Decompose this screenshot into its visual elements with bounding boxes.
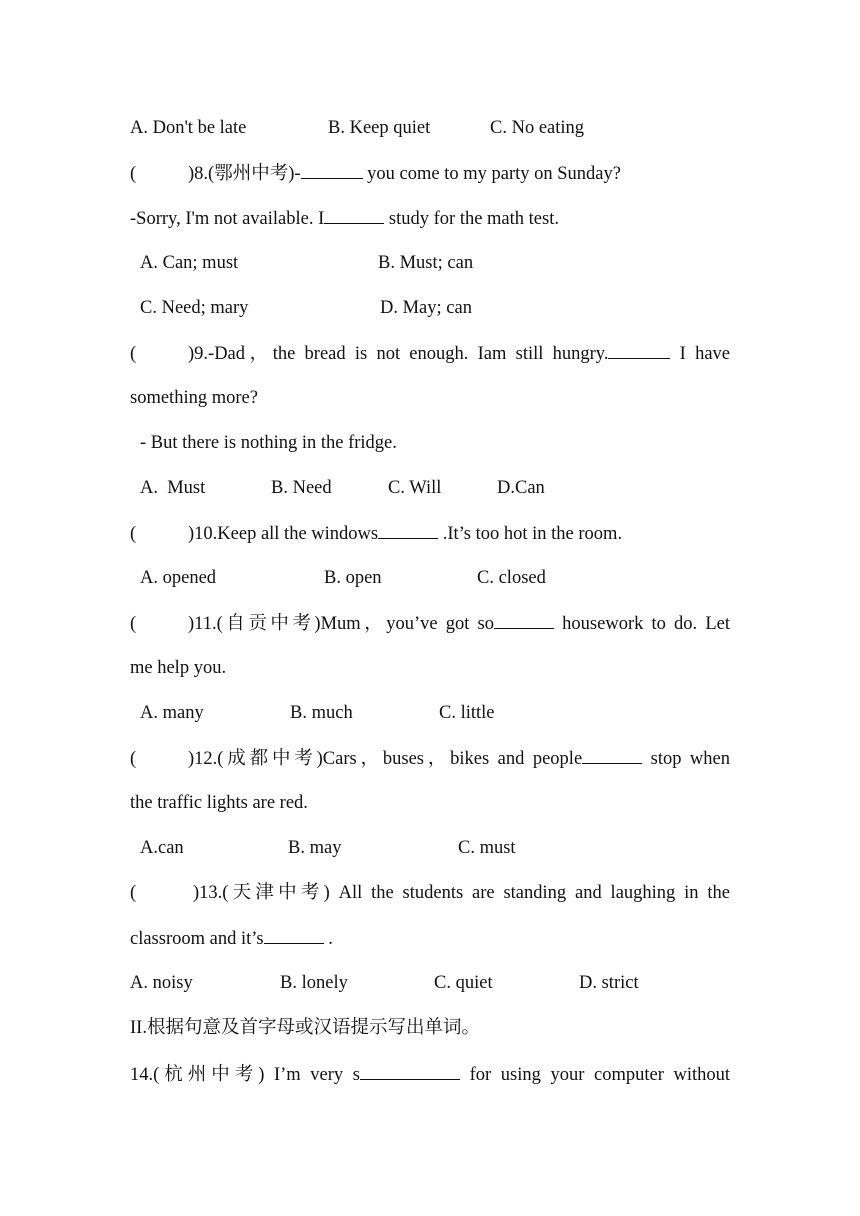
q14-stem: 14.(杭州中考) I’m very s for using your computer without xyxy=(130,1062,730,1087)
q11-stem: ( )11.(自贡中考)Mum，you’ve got so housework to do. Let xyxy=(130,611,730,636)
q9-stem: ( )9.-Dad，the bread is not enough. Iam still hungry. I have xyxy=(130,341,730,366)
q13-stem-cont: classroom and it’s . xyxy=(130,926,333,951)
q13-option-b: B. lonely xyxy=(280,973,348,993)
q9-option-b: B. Need xyxy=(271,478,332,498)
q8-option-d: D. May; can xyxy=(380,298,472,318)
q7-option-a: A. Don't be late xyxy=(130,118,247,138)
q12-option-c: C. must xyxy=(458,838,516,858)
q9-reply: - But there is nothing in the fridge. xyxy=(140,433,397,453)
q8-option-a: A. Can; must xyxy=(140,253,239,273)
q9-option-c: C. Will xyxy=(388,478,442,498)
q12-stem: ( )12.(成都中考)Cars，buses，bikes and people stop when xyxy=(130,746,730,771)
answer-blank[interactable] xyxy=(608,341,670,359)
answer-blank[interactable] xyxy=(264,926,324,944)
answer-paren: ( xyxy=(130,164,137,184)
q9-option-d: D.Can xyxy=(497,478,545,498)
answer-blank[interactable] xyxy=(582,746,642,764)
answer-blank[interactable] xyxy=(494,611,554,629)
q13-stem: ( )13.(天津中考) All the students are standing and laughing in the xyxy=(130,883,730,903)
q11-option-b: B. much xyxy=(290,703,353,723)
q10-option-b: B. open xyxy=(324,568,382,588)
q11-option-c: C. little xyxy=(439,703,495,723)
q13-option-a: A. noisy xyxy=(130,973,193,993)
q10-option-a: A. opened xyxy=(140,568,217,588)
q11-option-a: A. many xyxy=(140,703,204,723)
answer-blank[interactable] xyxy=(378,521,438,539)
answer-blank[interactable] xyxy=(301,161,363,179)
q12-option-a: A.can xyxy=(140,838,184,858)
q7-option-b: B. Keep quiet xyxy=(328,118,431,138)
q8-reply: -Sorry, I'm not available. I study for the math test. xyxy=(130,206,559,231)
q9-option-a: A. Must xyxy=(140,478,206,498)
q10-option-c: C. closed xyxy=(477,568,546,588)
q11-stem-cont: me help you. xyxy=(130,658,227,678)
q12-option-b: B. may xyxy=(288,838,342,858)
q7-option-c: C. No eating xyxy=(490,118,585,138)
q8-stem: ( )8.(鄂州中考)- you come to my party on Sunday? xyxy=(130,161,621,186)
answer-blank[interactable] xyxy=(360,1062,460,1080)
q8-option-b: B. Must; can xyxy=(378,253,474,273)
q13-option-d: D. strict xyxy=(579,973,639,993)
section-heading: II.根据句意及首字母或汉语提示写出单词。 xyxy=(130,1018,480,1038)
q13-option-c: C. quiet xyxy=(434,973,493,993)
q9-stem-cont: something more? xyxy=(130,388,258,408)
q10-stem: ( )10.Keep all the windows .It’s too hot in the room. xyxy=(130,521,622,546)
answer-blank[interactable] xyxy=(324,206,384,224)
q8-option-c: C. Need; mary xyxy=(140,298,249,318)
q12-stem-cont: the traffic lights are red. xyxy=(130,793,308,813)
